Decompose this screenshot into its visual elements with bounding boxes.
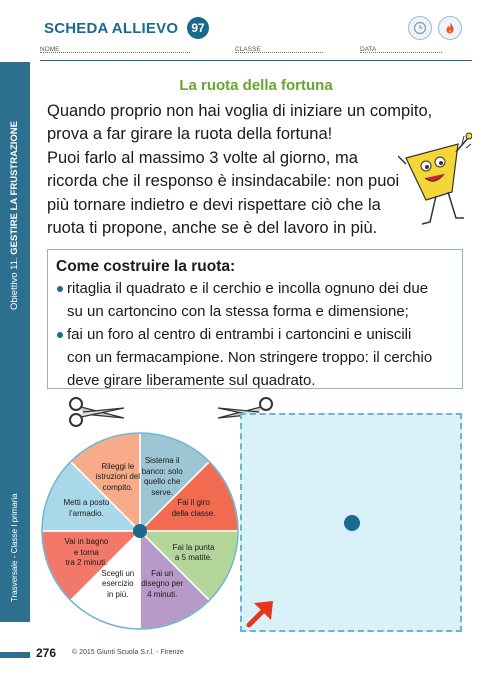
wedge-label xyxy=(55,537,117,569)
wedge-label-line: in più. xyxy=(107,589,129,599)
intro-line: ruota ti propone, anche se è del lavoro in più. xyxy=(47,219,378,238)
mascot-illustration xyxy=(398,130,472,230)
intro-line: più tornare indietro e devi rispettare ciò che la xyxy=(47,195,381,214)
scissors-icon xyxy=(66,396,128,430)
instructions-heading: Come costruire la ruota: xyxy=(56,258,236,275)
intro-line: Puoi farlo al massimo 3 volte al giorno, ma xyxy=(47,148,358,167)
wedge-label-line: e torna xyxy=(73,547,99,557)
wedge-label-line: esercizio xyxy=(102,579,134,589)
wedge-label xyxy=(163,543,225,564)
wedge-label-line: Fai il giro xyxy=(177,498,210,508)
wedge-label-line: banco: solo xyxy=(141,466,183,476)
arrow-icon xyxy=(246,598,278,628)
instructions-list xyxy=(56,277,452,392)
intro-paragraph xyxy=(47,100,433,240)
wedge-label xyxy=(163,498,225,519)
instructions-box xyxy=(47,249,463,389)
objective-label xyxy=(3,30,27,310)
instruction-line: su un cartoncino con la stessa forma e dimensione; xyxy=(67,303,409,320)
wedge-label-line: Fai un xyxy=(151,568,174,578)
instruction-item xyxy=(56,277,452,323)
wedge-label-line: tra 2 minuti. xyxy=(65,558,108,568)
intro-line: Quando proprio non hai voglia di iniziare un compito, xyxy=(47,102,433,120)
wedge-label-line: Metti a posto xyxy=(63,498,110,508)
objective-number: Obiettivo 11. xyxy=(9,257,20,310)
name-label: NOME xyxy=(40,46,60,53)
class-label: CLASSE xyxy=(235,46,261,53)
instruction-line: con un fermacampione. Non stringere troppo: il cerchio xyxy=(67,349,433,366)
wedge-label-line: quello che xyxy=(143,477,181,487)
wedge-label-line: Rileggi le xyxy=(101,461,135,471)
side-band xyxy=(0,62,30,622)
wedge-label-line: Scegli un xyxy=(101,568,135,578)
instruction-line: ritaglia il quadrato e il cerchio e incolla ognuno dei due xyxy=(67,280,429,297)
wedge-label-line: Sistema il xyxy=(144,456,180,466)
document-title: La ruota della fortuna xyxy=(179,77,333,94)
intro-line: ricorda che il responso è insindacabile: non puoi xyxy=(47,172,400,191)
wedge-label-line: a 5 matite. xyxy=(174,553,213,563)
wedge-label xyxy=(55,498,117,519)
wedge-label-line: istruzioni del xyxy=(95,472,141,482)
instruction-line: deve girare liberamente sul quadrato. xyxy=(67,372,316,389)
sheet-number-badge: 97 xyxy=(187,17,209,39)
wedge-label xyxy=(87,569,149,601)
flame-icon xyxy=(438,16,462,40)
footer-bar xyxy=(0,652,30,658)
wedge-label-line: disegno per xyxy=(141,579,184,589)
wedge-label xyxy=(87,462,149,494)
sidebar-subtitle: Trasversale - Classe I primaria xyxy=(10,493,19,602)
student-fields xyxy=(40,46,470,60)
objective-text: GESTIRE LA FRUSTRAZIONE xyxy=(9,121,20,255)
wedge-label-line: della classe. xyxy=(171,508,216,518)
wedge-label-line: l’armadio. xyxy=(69,508,104,518)
instruction-line: fai un foro al centro di entrambi i cartoncini e uniscili xyxy=(67,326,412,343)
copyright: © 2015 Giunti Scuola S.r.l. - Firenze xyxy=(72,649,184,656)
header-title: SCHEDA ALLIEVO xyxy=(44,20,179,37)
wheel-center-hole xyxy=(133,524,147,538)
header-divider xyxy=(40,60,472,61)
intro-line: prova a far girare la ruota della fortuna! xyxy=(47,125,333,144)
clock-icon xyxy=(408,16,432,40)
wedge-label-line: 4 minuti. xyxy=(147,589,178,599)
wedge-label-line: Vai in bagno xyxy=(64,537,109,547)
page-header xyxy=(24,16,484,42)
instruction-item xyxy=(56,323,452,392)
wedge-label-line: compito. xyxy=(102,482,133,492)
fortune-wheel xyxy=(38,429,242,633)
wedge-label-line: Fai la punta xyxy=(172,542,215,552)
wedge-label-line: serve. xyxy=(151,487,174,497)
date-label: DATA xyxy=(360,46,377,53)
page-number: 276 xyxy=(36,646,57,660)
square-center-hole xyxy=(344,515,360,531)
